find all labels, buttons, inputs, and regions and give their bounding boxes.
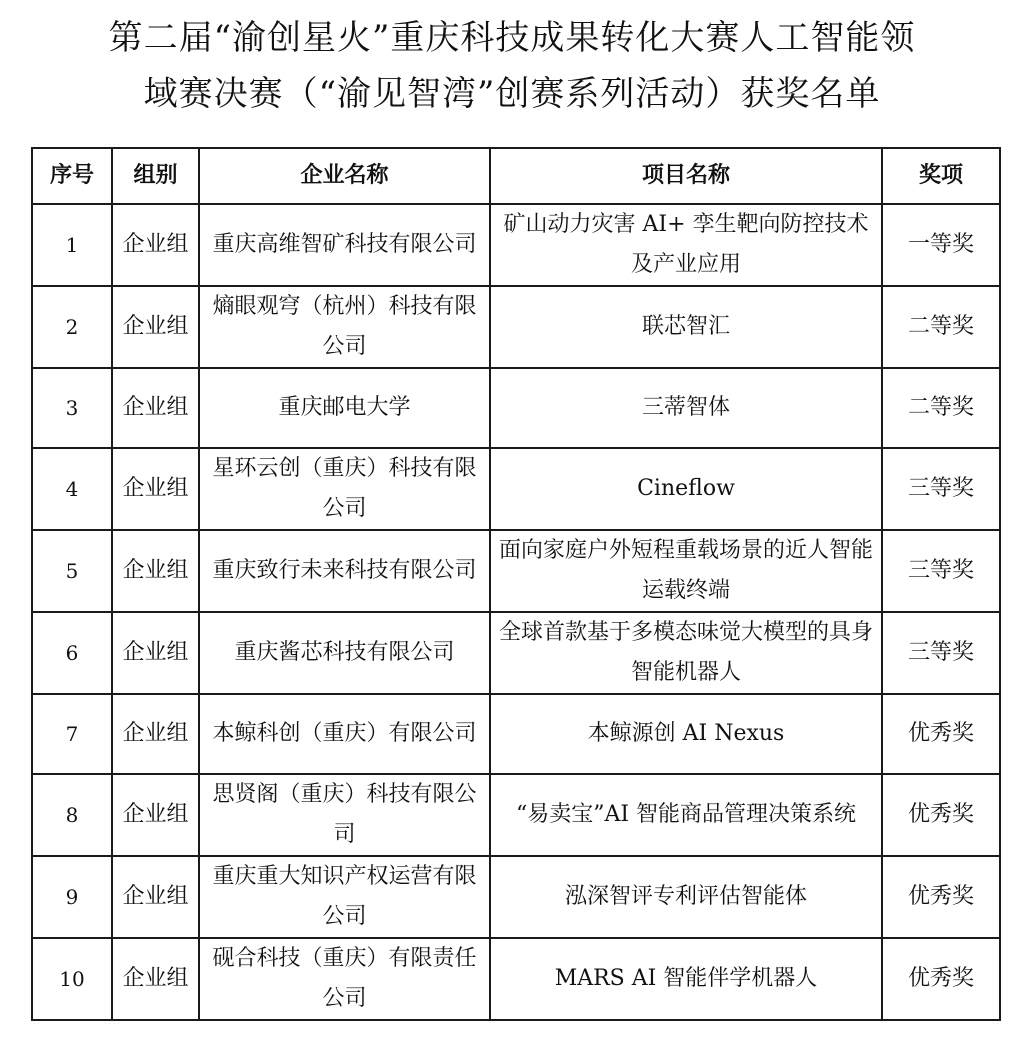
- cell-seq: 7: [32, 694, 112, 774]
- cell-award: 优秀奖: [882, 856, 1000, 938]
- cell-project: 三蒂智体: [490, 368, 882, 448]
- cell-seq: 1: [32, 204, 112, 286]
- cell-company: 星环云创（重庆）科技有限公司: [199, 448, 490, 530]
- cell-seq: 5: [32, 530, 112, 612]
- cell-award: 优秀奖: [882, 774, 1000, 856]
- header-seq: 序号: [32, 148, 112, 204]
- awards-table: [31, 147, 1001, 1021]
- cell-seq: 4: [32, 448, 112, 530]
- header-project: 项目名称: [490, 148, 882, 204]
- cell-award: 优秀奖: [882, 938, 1000, 1020]
- table-row: [32, 612, 1000, 694]
- cell-award: 一等奖: [882, 204, 1000, 286]
- cell-company: 本鲸科创（重庆）有限公司: [199, 694, 490, 774]
- cell-company: 重庆致行未来科技有限公司: [199, 530, 490, 612]
- cell-project: 联芯智汇: [490, 286, 882, 368]
- cell-award: 二等奖: [882, 286, 1000, 368]
- cell-company: 思贤阁（重庆）科技有限公司: [199, 774, 490, 856]
- cell-seq: 8: [32, 774, 112, 856]
- cell-seq: 2: [32, 286, 112, 368]
- cell-group: 企业组: [112, 774, 199, 856]
- cell-project: MARS AI 智能伴学机器人: [490, 938, 882, 1020]
- cell-group: 企业组: [112, 530, 199, 612]
- cell-project: 本鲸源创 AI Nexus: [490, 694, 882, 774]
- page-title-line-1: 第二届“渝创星火”重庆科技成果转化大赛人工智能领: [108, 18, 916, 58]
- cell-group: 企业组: [112, 938, 199, 1020]
- table-row: [32, 938, 1000, 1020]
- cell-project: 全球首款基于多模态味觉大模型的具身智能机器人: [490, 612, 882, 694]
- cell-group: 企业组: [112, 856, 199, 938]
- table-row: [32, 530, 1000, 612]
- cell-company: 重庆重大知识产权运营有限公司: [199, 856, 490, 938]
- cell-group: 企业组: [112, 286, 199, 368]
- cell-project: Cineflow: [490, 448, 882, 530]
- cell-project: “易卖宝”AI 智能商品管理决策系统: [490, 774, 882, 856]
- table-row: [32, 204, 1000, 286]
- cell-group: 企业组: [112, 448, 199, 530]
- cell-group: 企业组: [112, 368, 199, 448]
- cell-project: 矿山动力灾害 AI+ 孪生靶向防控技术及产业应用: [490, 204, 882, 286]
- cell-seq: 3: [32, 368, 112, 448]
- cell-seq: 6: [32, 612, 112, 694]
- header-award: 奖项: [882, 148, 1000, 204]
- cell-award: 二等奖: [882, 368, 1000, 448]
- header-group: 组别: [112, 148, 199, 204]
- cell-company: 重庆高维智矿科技有限公司: [199, 204, 490, 286]
- table-row: [32, 368, 1000, 448]
- cell-company: 重庆邮电大学: [199, 368, 490, 448]
- cell-project: 泓深智评专利评估智能体: [490, 856, 882, 938]
- cell-company: 砚合科技（重庆）有限责任公司: [199, 938, 490, 1020]
- cell-group: 企业组: [112, 612, 199, 694]
- cell-group: 企业组: [112, 204, 199, 286]
- cell-group: 企业组: [112, 694, 199, 774]
- cell-award: 三等奖: [882, 448, 1000, 530]
- table-row: [32, 774, 1000, 856]
- cell-award: 优秀奖: [882, 694, 1000, 774]
- table-row: [32, 856, 1000, 938]
- page-title-line-2: 域赛决赛（“渝见智湾”创赛系列活动）获奖名单: [143, 74, 881, 114]
- page-title: [0, 10, 1024, 122]
- cell-company: 重庆酱芯科技有限公司: [199, 612, 490, 694]
- cell-company: 熵眼观穹（杭州）科技有限公司: [199, 286, 490, 368]
- cell-award: 三等奖: [882, 612, 1000, 694]
- table-row: [32, 694, 1000, 774]
- cell-seq: 10: [32, 938, 112, 1020]
- cell-seq: 9: [32, 856, 112, 938]
- table-row: [32, 286, 1000, 368]
- cell-project: 面向家庭户外短程重载场景的近人智能运载终端: [490, 530, 882, 612]
- cell-award: 三等奖: [882, 530, 1000, 612]
- table-row: [32, 448, 1000, 530]
- table-header-row: [32, 148, 1000, 204]
- header-company: 企业名称: [199, 148, 490, 204]
